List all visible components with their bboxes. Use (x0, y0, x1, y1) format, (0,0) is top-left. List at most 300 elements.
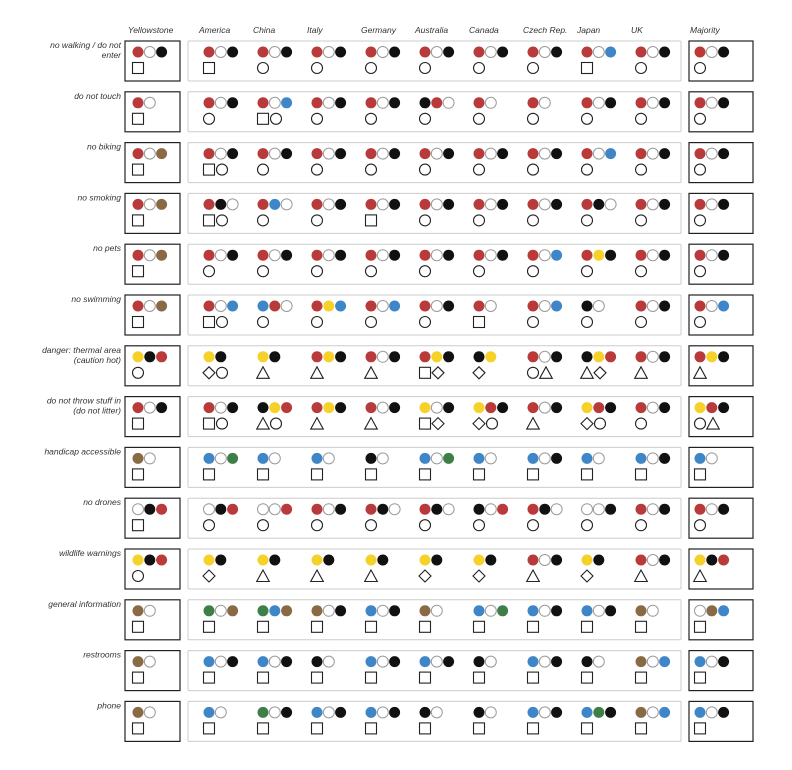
color-dot-black (551, 351, 562, 362)
color-dot-white (144, 402, 155, 413)
color-dot-black (227, 47, 238, 58)
color-dot-blue (204, 453, 215, 464)
color-dot-yellow (269, 402, 280, 413)
shape-diamond-icon (473, 570, 485, 582)
row-label-wildlife-warnings: wildlife warnings (59, 548, 121, 558)
shape-square-icon (636, 621, 647, 632)
color-dot-white (485, 504, 496, 515)
color-dot-white (647, 351, 658, 362)
shape-triangle-icon (365, 570, 378, 582)
color-dot-black (551, 453, 562, 464)
color-dot-red (636, 250, 647, 261)
shape-square-icon (204, 164, 215, 175)
row-label-no-pets: no pets (93, 243, 121, 254)
color-dot-black (431, 555, 442, 566)
color-dot-yellow (323, 402, 334, 413)
color-dot-black (659, 148, 670, 159)
shape-circle-icon (204, 520, 215, 531)
color-dot-black (718, 250, 729, 261)
shape-circle-icon (695, 520, 706, 531)
color-dot-red (636, 351, 647, 362)
color-dot-white (539, 148, 550, 159)
color-dot-black (582, 351, 593, 362)
color-dot-red (312, 301, 323, 312)
color-dot-black (605, 707, 616, 718)
color-dot-red (431, 97, 442, 108)
color-dot-blue (528, 656, 539, 667)
color-dot-black (443, 47, 454, 58)
color-dot-white (377, 199, 388, 210)
shape-square-icon (582, 469, 593, 480)
color-dot-white (269, 250, 280, 261)
color-dot-white (539, 707, 550, 718)
color-dot-white (647, 453, 658, 464)
shape-circle-icon (528, 520, 539, 531)
row-label-do-not-touch: do not touch (74, 90, 121, 101)
color-dot-blue (695, 453, 706, 464)
color-dot-red (366, 97, 377, 108)
column-header-majority: Majority (690, 25, 720, 35)
color-dot-white (647, 148, 658, 159)
color-dot-black (659, 453, 670, 464)
color-dot-blue (366, 656, 377, 667)
color-dot-white (485, 199, 496, 210)
shape-circle-icon (312, 215, 323, 226)
shape-square-icon (528, 672, 539, 683)
color-dot-black (497, 47, 508, 58)
color-dot-red (204, 301, 215, 312)
color-dot-yellow (323, 301, 334, 312)
color-dot-red (593, 402, 604, 413)
shape-square-icon (474, 621, 485, 632)
color-dot-blue (582, 605, 593, 616)
color-dot-red (474, 47, 485, 58)
color-dot-red (420, 148, 431, 159)
color-dot-white (323, 97, 334, 108)
color-dot-brown (312, 605, 323, 616)
color-dot-red (258, 148, 269, 159)
color-dot-yellow (593, 351, 604, 362)
shape-diamond-icon (473, 367, 485, 379)
color-dot-white (215, 97, 226, 108)
shape-square-icon (204, 215, 215, 226)
color-dot-red (258, 250, 269, 261)
shape-square-icon (204, 418, 215, 429)
row-label-no-smoking: no smoking (77, 192, 121, 203)
shape-circle-icon (258, 317, 269, 328)
color-dot-red (204, 402, 215, 413)
shape-circle-icon (366, 317, 377, 328)
shape-square-icon (528, 469, 539, 480)
color-dot-red (605, 351, 616, 362)
color-dot-red (156, 555, 167, 566)
color-dot-black (335, 707, 346, 718)
shape-diamond-icon (432, 367, 444, 379)
color-dot-white (647, 605, 658, 616)
color-dot-white (215, 402, 226, 413)
color-dot-white (133, 504, 144, 515)
color-dot-brown (706, 605, 717, 616)
shape-square-icon (636, 469, 647, 480)
shape-diamond-icon (473, 418, 485, 430)
color-dot-white (377, 605, 388, 616)
color-dot-black (551, 555, 562, 566)
color-dot-black (718, 656, 729, 667)
color-dot-red (258, 97, 269, 108)
color-dot-white (144, 656, 155, 667)
color-dot-white (377, 97, 388, 108)
color-dot-blue (281, 97, 292, 108)
shape-square-icon (133, 164, 144, 175)
color-dot-black (389, 402, 400, 413)
color-dot-white (539, 605, 550, 616)
shape-circle-icon (420, 266, 431, 277)
shape-circle-icon (636, 164, 647, 175)
color-dot-red (706, 402, 717, 413)
color-dot-white (647, 504, 658, 515)
shape-circle-icon (582, 266, 593, 277)
row-label-no-drones: no drones (83, 497, 121, 508)
color-dot-black (420, 97, 431, 108)
color-dot-red (474, 301, 485, 312)
color-dot-white (539, 97, 550, 108)
color-dot-red (133, 97, 144, 108)
color-dot-red (366, 504, 377, 515)
color-dot-red (133, 199, 144, 210)
shape-circle-icon (595, 418, 606, 429)
color-dot-red (258, 47, 269, 58)
shape-square-icon (474, 723, 485, 734)
color-dot-white (431, 707, 442, 718)
color-dot-black (269, 555, 280, 566)
color-dot-black (420, 707, 431, 718)
color-dot-black (497, 402, 508, 413)
shape-circle-icon (312, 164, 323, 175)
color-dot-red (474, 199, 485, 210)
color-dot-white (144, 47, 155, 58)
shape-square-icon (312, 723, 323, 734)
color-dot-black (366, 453, 377, 464)
color-dot-black (474, 656, 485, 667)
color-dot-blue (312, 707, 323, 718)
color-dot-red (420, 199, 431, 210)
row-label-do-not-throw-stuff-in-do-not-litter: do not throw stuff in (46, 395, 121, 406)
color-dot-black (497, 250, 508, 261)
shape-triangle-icon (311, 418, 324, 430)
color-dot-black (551, 148, 562, 159)
shape-square-icon (695, 723, 706, 734)
color-dot-white (215, 47, 226, 58)
color-dot-white (539, 351, 550, 362)
shape-circle-icon (312, 113, 323, 124)
shape-triangle-icon (694, 570, 707, 582)
color-dot-blue (528, 605, 539, 616)
shape-diamond-icon (419, 570, 431, 582)
shape-circle-icon (217, 418, 228, 429)
shape-square-icon (582, 672, 593, 683)
row-labels (42, 40, 122, 710)
shape-circle-icon (217, 317, 228, 328)
color-dot-red (133, 250, 144, 261)
color-dot-red (695, 504, 706, 515)
color-dot-black (443, 656, 454, 667)
color-dot-red (528, 199, 539, 210)
color-dot-white (539, 199, 550, 210)
row-boxes (125, 41, 753, 741)
color-dot-black (551, 707, 562, 718)
color-dot-black (593, 199, 604, 210)
color-dot-white (258, 504, 269, 515)
color-dot-brown (156, 148, 167, 159)
color-dot-white (647, 97, 658, 108)
color-dot-white (323, 47, 334, 58)
color-dot-blue (636, 453, 647, 464)
color-dot-red (366, 148, 377, 159)
color-dot-white (204, 504, 215, 515)
color-dot-yellow (133, 351, 144, 362)
color-dot-red (474, 97, 485, 108)
shape-circle-icon (366, 63, 377, 74)
row-label-general-information: general information (48, 598, 121, 609)
color-dot-white (647, 47, 658, 58)
color-dot-white (269, 148, 280, 159)
color-dot-red (281, 402, 292, 413)
shape-triangle-icon (694, 367, 707, 379)
color-dot-yellow (258, 351, 269, 362)
shape-square-icon (133, 113, 144, 124)
shape-circle-icon (258, 520, 269, 531)
color-dot-yellow (593, 250, 604, 261)
column-header-yellowstone: Yellowstone (128, 25, 174, 35)
color-dot-white (377, 707, 388, 718)
color-dot-black (389, 199, 400, 210)
color-dot-white (485, 250, 496, 261)
shape-square-icon (204, 723, 215, 734)
color-dot-white (431, 301, 442, 312)
color-dot-red (636, 97, 647, 108)
color-dot-white (377, 656, 388, 667)
color-dot-black (485, 555, 496, 566)
color-dot-black (335, 504, 346, 515)
color-dot-black (144, 555, 155, 566)
color-dot-blue (312, 453, 323, 464)
color-dot-black (718, 97, 729, 108)
color-dot-black (443, 301, 454, 312)
row-label-handicap-accessible: handicap accessible (44, 446, 121, 457)
color-dot-black (497, 148, 508, 159)
color-dot-black (377, 504, 388, 515)
color-dot-white (377, 402, 388, 413)
color-dot-yellow (323, 351, 334, 362)
color-dot-blue (582, 707, 593, 718)
color-dot-white (144, 97, 155, 108)
shape-square-icon (366, 621, 377, 632)
color-dot-black (443, 148, 454, 159)
shape-circle-icon (528, 63, 539, 74)
shape-square-icon (474, 469, 485, 480)
color-dot-white (144, 250, 155, 261)
column-header-china: China (253, 25, 276, 35)
shape-square-icon (582, 723, 593, 734)
shape-square-icon (133, 418, 144, 429)
color-dot-red (133, 148, 144, 159)
yellowstone-box (125, 549, 180, 589)
color-dot-black (281, 656, 292, 667)
color-dot-black (215, 351, 226, 362)
color-dot-black (443, 402, 454, 413)
color-dot-brown (156, 301, 167, 312)
color-dot-blue (659, 707, 670, 718)
color-dot-white (323, 199, 334, 210)
shape-square-icon (204, 672, 215, 683)
color-dot-blue (605, 47, 616, 58)
color-dot-white (647, 250, 658, 261)
color-dot-black (335, 605, 346, 616)
color-dot-red (695, 250, 706, 261)
color-dot-red (204, 97, 215, 108)
color-dot-white (431, 402, 442, 413)
color-dot-white (485, 605, 496, 616)
color-dot-yellow (312, 555, 323, 566)
shape-circle-icon (271, 113, 282, 124)
shape-triangle-icon (257, 418, 270, 430)
shape-circle-icon (695, 266, 706, 277)
column-header-italy: Italy (307, 25, 323, 35)
color-dot-red (156, 351, 167, 362)
color-dot-black (718, 504, 729, 515)
shape-circle-icon (420, 520, 431, 531)
color-dot-white (593, 504, 604, 515)
shape-circle-icon (420, 164, 431, 175)
color-dot-white (706, 250, 717, 261)
color-dot-white (539, 47, 550, 58)
color-dot-black (659, 504, 670, 515)
color-dot-red (636, 555, 647, 566)
color-dot-white (593, 453, 604, 464)
color-dot-blue (659, 656, 670, 667)
color-dot-brown (133, 707, 144, 718)
shape-circle-icon (312, 63, 323, 74)
color-dot-black (431, 504, 442, 515)
color-dot-white (144, 453, 155, 464)
color-dot-white (215, 301, 226, 312)
color-dot-red (420, 504, 431, 515)
color-dot-white (431, 47, 442, 58)
color-dot-red (366, 351, 377, 362)
shape-square-icon (133, 266, 144, 277)
shape-circle-icon (695, 215, 706, 226)
color-dot-white (706, 47, 717, 58)
shape-square-icon (133, 672, 144, 683)
shape-square-icon (133, 621, 144, 632)
shape-circle-icon (204, 113, 215, 124)
color-dot-black (335, 351, 346, 362)
shape-circle-icon (636, 113, 647, 124)
shape-circle-icon (695, 63, 706, 74)
color-dot-white (706, 656, 717, 667)
color-dot-white (215, 707, 226, 718)
color-dot-black (474, 351, 485, 362)
color-dot-blue (420, 453, 431, 464)
color-dot-black (281, 47, 292, 58)
shape-circle-icon (312, 520, 323, 531)
shape-circle-icon (474, 63, 485, 74)
shape-circle-icon (133, 367, 144, 378)
color-dot-blue (605, 148, 616, 159)
shape-circle-icon (636, 63, 647, 74)
color-dot-red (582, 47, 593, 58)
shape-circle-icon (474, 113, 485, 124)
color-dot-white (539, 656, 550, 667)
color-dot-black (706, 555, 717, 566)
color-dot-brown (133, 453, 144, 464)
shape-circle-icon (271, 418, 282, 429)
color-dot-white (377, 47, 388, 58)
color-dot-red (636, 402, 647, 413)
color-dot-red (582, 97, 593, 108)
yellowstone-box (125, 498, 180, 538)
color-dot-white (443, 504, 454, 515)
color-dot-yellow (474, 555, 485, 566)
color-dot-blue (204, 707, 215, 718)
color-dot-white (215, 250, 226, 261)
color-dot-red (420, 250, 431, 261)
color-dot-red (485, 402, 496, 413)
color-dot-black (312, 656, 323, 667)
color-dot-black (377, 555, 388, 566)
shape-square-icon (204, 469, 215, 480)
color-dot-white (269, 656, 280, 667)
color-dot-white (605, 199, 616, 210)
color-dot-blue (227, 301, 238, 312)
color-dot-black (389, 656, 400, 667)
color-dot-red (420, 301, 431, 312)
shape-triangle-icon (257, 367, 270, 379)
shape-square-icon (695, 672, 706, 683)
shape-square-icon (366, 215, 377, 226)
shape-circle-icon (217, 164, 228, 175)
color-dot-blue (474, 605, 485, 616)
color-dot-black (551, 605, 562, 616)
shape-square-icon (133, 469, 144, 480)
color-dot-white (269, 707, 280, 718)
color-dot-black (718, 199, 729, 210)
color-dot-red (528, 555, 539, 566)
color-dot-white (323, 605, 334, 616)
shape-square-icon (312, 621, 323, 632)
color-dot-white (706, 453, 717, 464)
color-dot-green (204, 605, 215, 616)
color-dot-red (528, 504, 539, 515)
color-dot-red (636, 148, 647, 159)
shape-triangle-icon (311, 367, 324, 379)
color-dot-yellow (582, 555, 593, 566)
shape-triangle-icon (527, 570, 540, 582)
shape-triangle-icon (581, 367, 594, 379)
color-dot-red (133, 402, 144, 413)
color-dot-blue (528, 453, 539, 464)
shape-square-icon (204, 621, 215, 632)
color-dot-white (323, 453, 334, 464)
color-dot-yellow (133, 555, 144, 566)
shape-circle-icon (133, 571, 144, 582)
color-dot-red (528, 148, 539, 159)
color-dot-blue (204, 656, 215, 667)
color-dot-red (366, 250, 377, 261)
color-dot-white (281, 199, 292, 210)
shape-triangle-icon (365, 418, 378, 430)
row-label-no-biking: no biking (86, 141, 121, 152)
